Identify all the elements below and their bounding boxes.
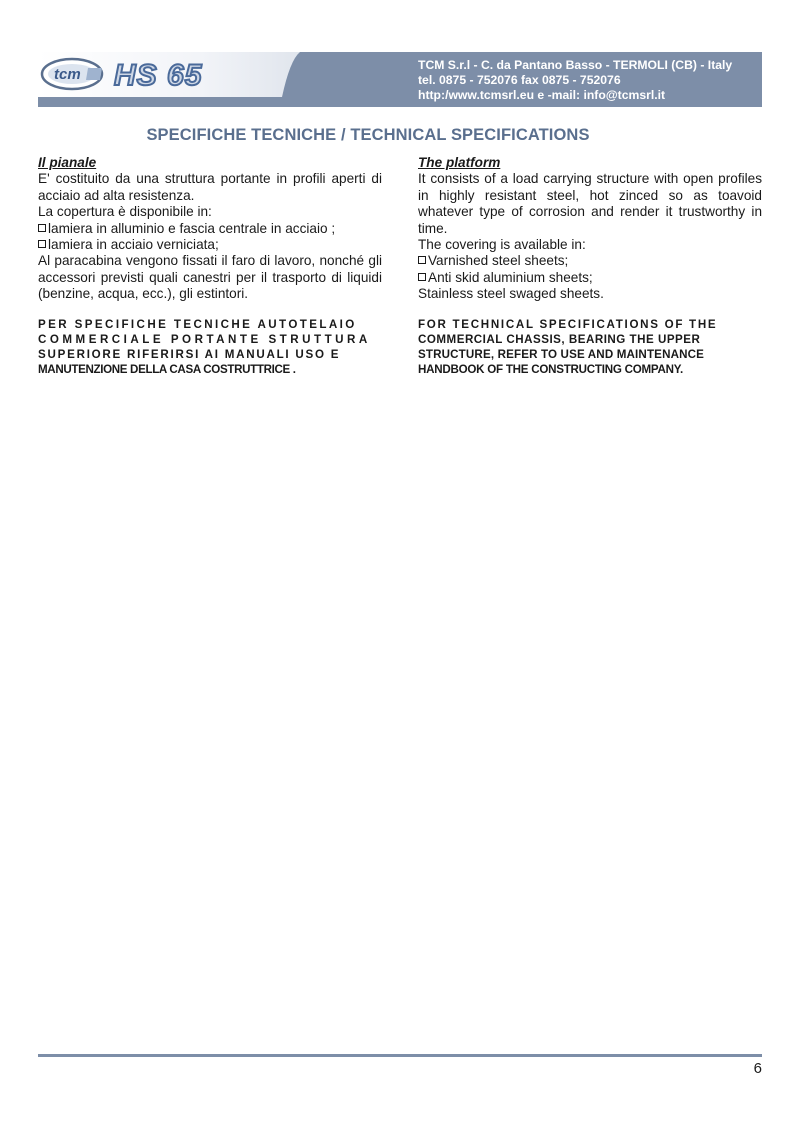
bullet-item: lamiera in alluminio e fascia centrale in acciaio ; [38,221,382,237]
page-number: 6 [753,1060,762,1077]
note-line: COMMERCIAL CHASSIS, BEARING THE UPPER [418,332,701,346]
column-italian [38,155,382,377]
page-header [0,0,800,120]
note-line: STRUCTURE, REFER TO USE AND MAINTENANCE [418,347,705,361]
note-line: COMMERCIALE PORTANTE STRUTTURA [38,332,371,346]
bullet-item: Anti skid aluminium sheets; [418,270,762,286]
section-heading: Il pianale [38,155,97,170]
note-line: FOR TECHNICAL SPECIFICATIONS OF THE [418,317,718,331]
page-title [0,126,800,145]
contact-phone: tel. 0875 - 752076 fax 0875 - 752076 [418,73,621,87]
intro-paragraph: E' costituito da una struttura portante in profili aperti di acciaio ad alta resistenza. [38,171,382,203]
footer-rule [38,1054,762,1057]
company-logo [40,54,215,94]
note-line: MANUTENZIONE DELLA CASA COSTRUTTRICE . [38,362,296,376]
contact-web: http:/www.tcmsrl.eu e -mail: info@tcmsrl.it [418,88,666,102]
chassis-note [418,317,762,377]
column-english [418,155,762,377]
chassis-note [38,317,382,377]
covering-intro: The covering is available in: [418,237,586,253]
contact-info [418,58,732,103]
bullet-item: lamiera in acciaio verniciata; [38,237,382,253]
page-title-text: SPECIFICHE TECNICHE / TECHNICAL SPECIFICATIONS [146,126,590,144]
logo-text: tcm [54,66,81,83]
model-logo-text: HS 65 [114,59,203,92]
accessories-paragraph: Al paracabina vengono fissati il faro di lavoro, nonché gli accessori previsti quali canestri per il trasporto di liquidi (benzine, acqua, ecc.), gli estintori. [38,253,382,302]
contact-address: TCM S.r.l - C. da Pantano Basso - TERMOLI (CB) - Italy [418,58,733,72]
extra-line: Stainless steel swaged sheets. [418,286,604,302]
covering-intro: La copertura è disponibile in: [38,204,212,220]
note-line: PER SPECIFICHE TECNICHE AUTOTELAIO [38,317,357,331]
note-line: SUPERIORE RIFERIRSI AI MANUALI USO E [38,347,341,361]
intro-paragraph: It consists of a load carrying structure with open profiles in highly resistant steel, hot zinced so as toavoid whatever type of corrosion and render it trustworthy in time. [418,171,762,236]
section-heading: The platform [418,155,501,170]
bullet-item: Varnished steel sheets; [418,253,762,269]
note-line: HANDBOOK OF THE CONSTRUCTING COMPANY. [418,362,683,376]
